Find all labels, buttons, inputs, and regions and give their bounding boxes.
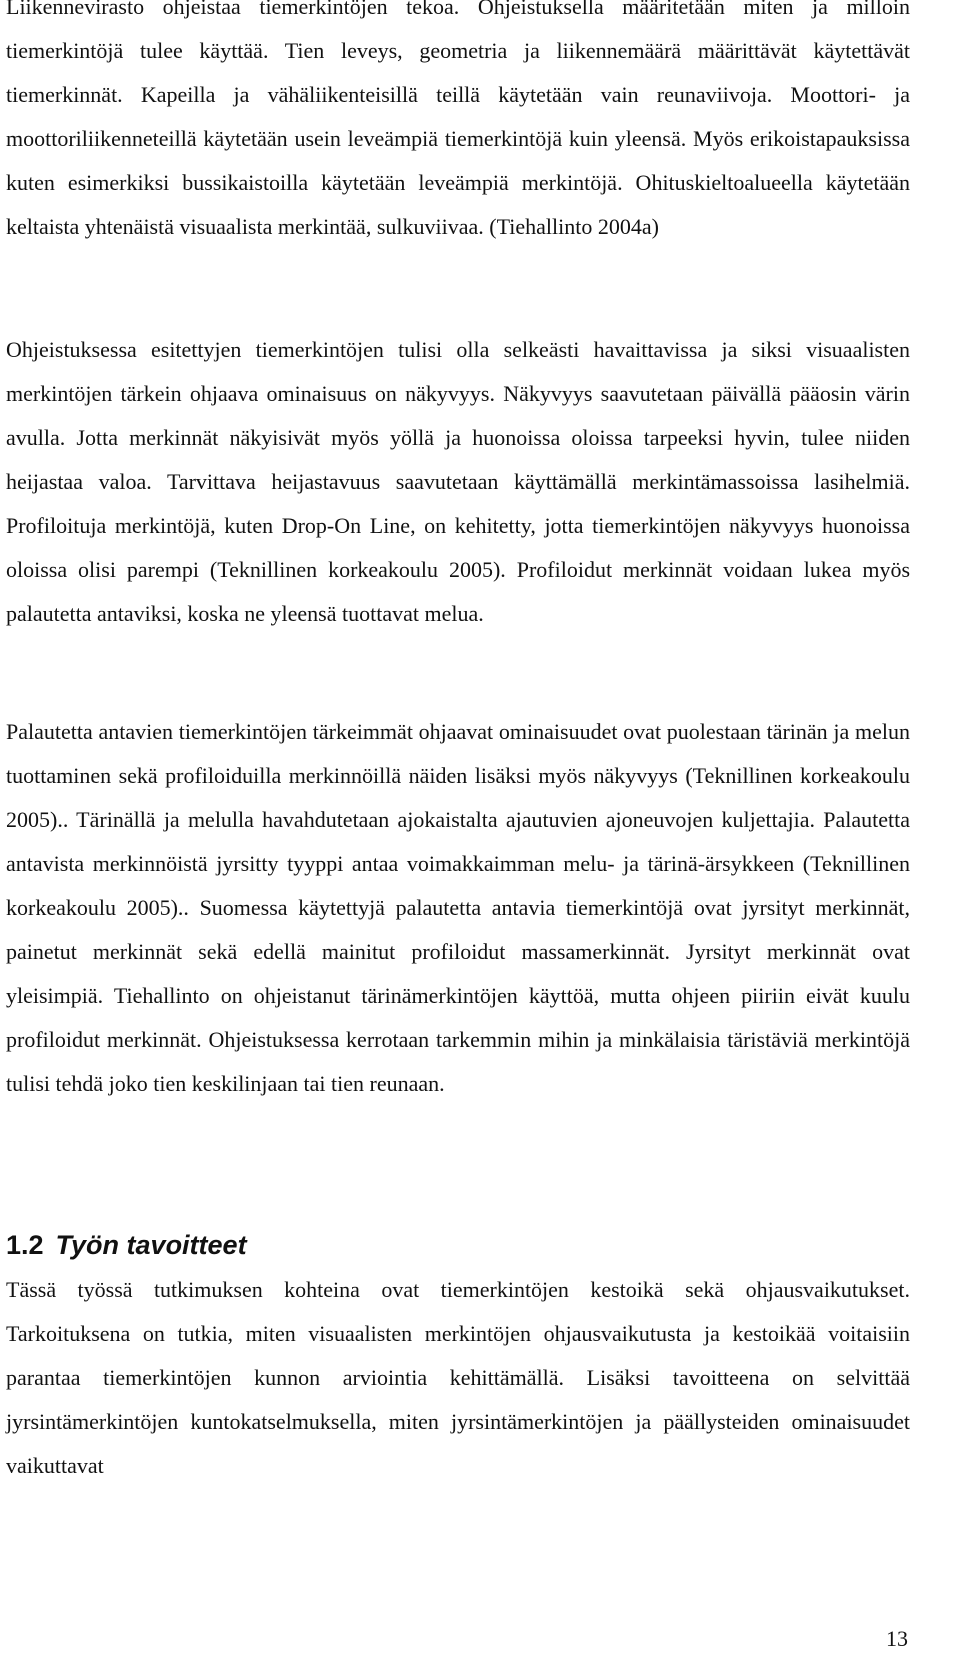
page-number: 13: [886, 1626, 908, 1651]
section-heading: [6, 1227, 247, 1263]
section-number: 1.2: [6, 1230, 44, 1260]
section-title: Työn tavoitteet: [55, 1230, 247, 1260]
body-paragraph: Tässä työssä tutkimuksen kohteina ovat tiemerkintöjen kestoikä sekä ohjausvaikutukset. Tarkoituksena on tutkia, miten visuaalisten merkintöjen ohjausvaikutusta ja kestoikää voitaisiin parantaa tiemerkintöjen kunnon arviointia kehittämällä. Lisäksi tavoitteena on selvittää jyrsintämerkintöjen kuntokatselmuksella, miten jyrsintämerkintöjen ja päällysteiden ominaisuudet vaikuttavat: [6, 1277, 910, 1478]
body-paragraph: Liikennevirasto ohjeistaa tiemerkintöjen tekoa. Ohjeistuksella määritetään miten ja milloin tiemerkintöjä tulee käyttää. Tien leveys, geometria ja liikennemäärä määrittävät käytettävät tiemerkinnät. Kapeilla ja vähäliikenteisillä teillä käytetään vain reunaviivoja. Moottori- ja moottoriliikenneteillä käytetään usein leveämpiä tiemerkintöjä kuin yleensä. Myös erikoistapauksissa kuten esimerkiksi bussikaistoilla käytetään leveämpiä merkintöjä. Ohituskieltoalueella käytetään keltaista yhtenäistä visuaalista merkintää, sulkuviivaa. (Tiehallinto 2004a): [6, 0, 910, 239]
body-paragraph: Ohjeistuksessa esitettyjen tiemerkintöjen tulisi olla selkeästi havaittavissa ja siksi visuaalisten merkintöjen tärkein ohjaava ominaisuus on näkyvyys. Näkyvyys saavutetaan päivällä pääosin värin avulla. Jotta merkinnät näkyisivät myös yöllä ja huonoissa oloissa tarpeeksi hyvin, tulee niiden heijastaa valoa. Tarvittava heijastavuus saavutetaan käyttämällä merkintämassoissa lasihelmiä. Profiloituja merkintöjä, kuten Drop-On Line, on kehitetty, jotta tiemerkintöjen näkyvyys huonoissa oloissa olisi parempi (Teknillinen korkeakoulu 2005). Profiloidut merkinnät voidaan lukea myös palautetta antaviksi, koska ne yleensä tuottavat melua.: [6, 337, 910, 626]
body-paragraph: Palautetta antavien tiemerkintöjen tärkeimmät ohjaavat ominaisuudet ovat puolestaan tärinän ja melun tuottaminen sekä profiloiduilla merkinnöillä näiden lisäksi myös näkyvyys (Teknillinen korkeakoulu 2005).. Tärinällä ja melulla havahdutetaan ajokaistalta ajautuvien ajoneuvojen kuljettajia. Palautetta antavista merkinnöistä jyrsitty tyyppi antaa voimakkaimman melu- ja tärinä-ärsykkeen (Teknillinen korkeakoulu 2005).. Suomessa käytettyjä palautetta antavia tiemerkintöjä ovat jyrsityt merkinnät, painetut merkinnät sekä edellä mainitut profiloidut massamerkinnät. Jyrsityt merkinnät ovat yleisimpiä. Tiehallinto on ohjeistanut tärinämerkintöjen käyttöä, mutta ohjeen piiriin eivät kuulu profiloidut merkinnät. Ohjeistuksessa kerrotaan tarkemmin mihin ja minkälaisia täristäviä merkintöjä tulisi tehdä joko tien keskilinjaan tai tien reunaan.: [6, 719, 910, 1096]
